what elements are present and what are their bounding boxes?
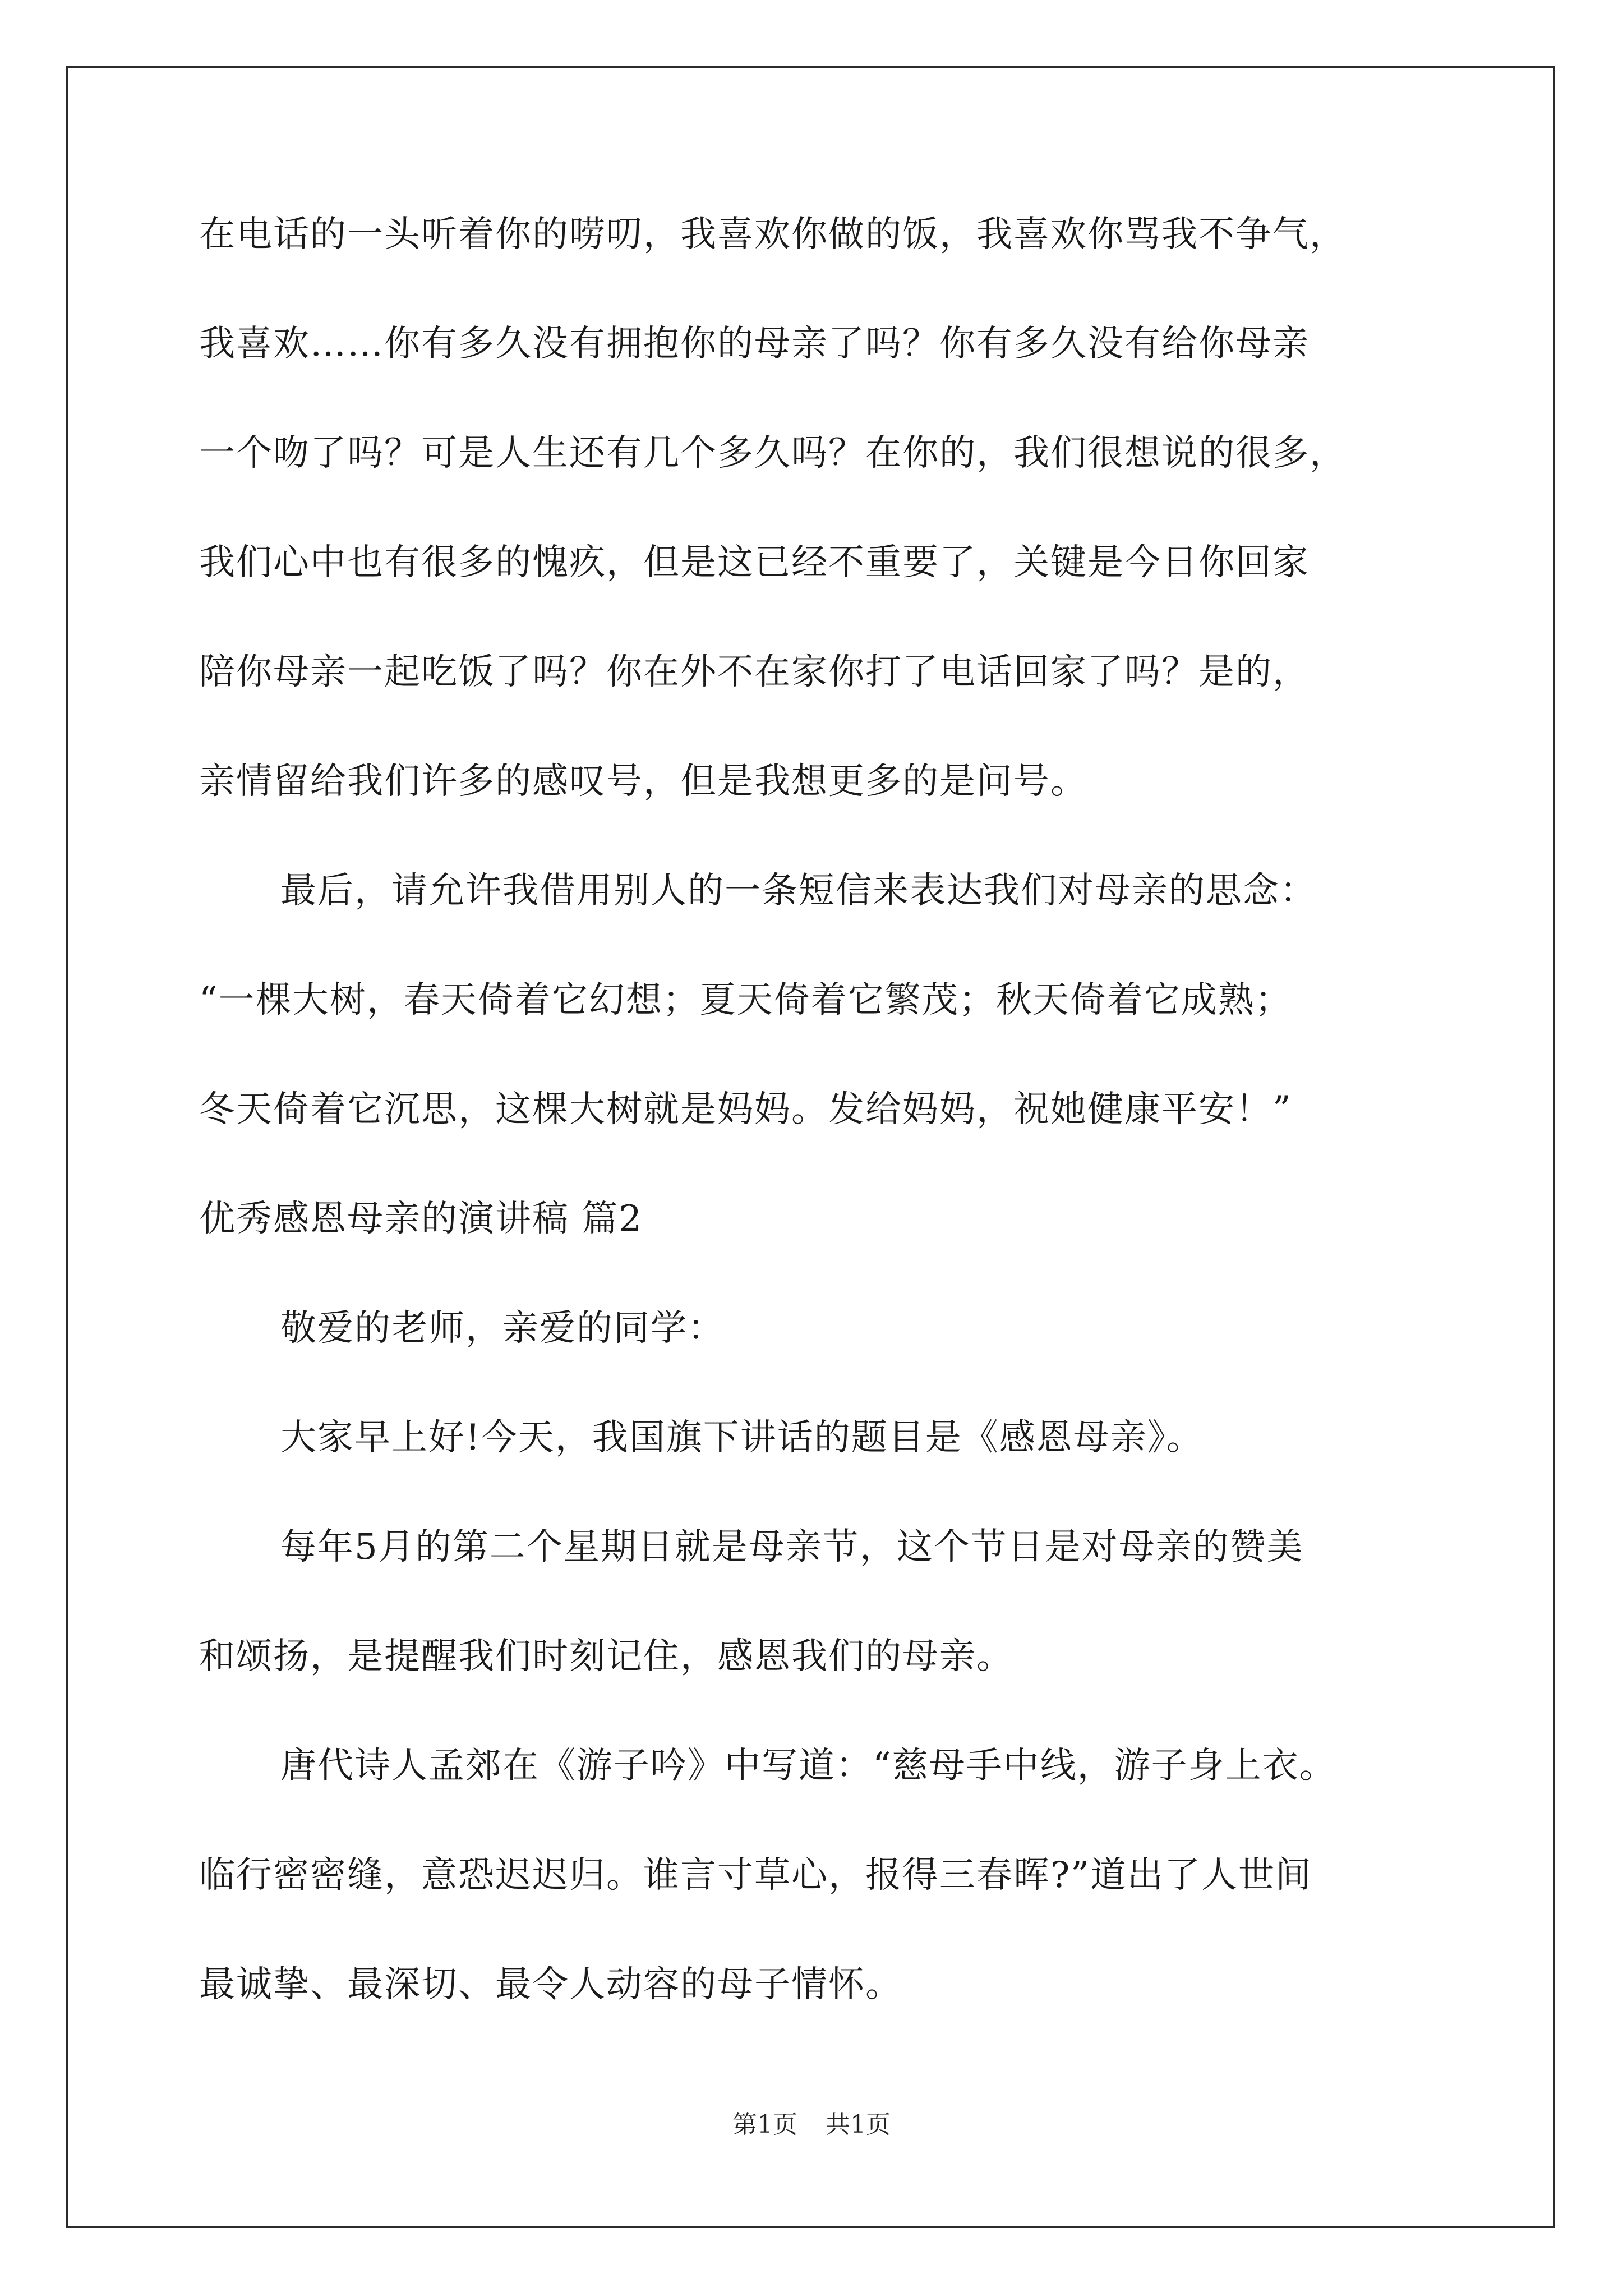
text-line: 我喜欢……你有多久没有拥抱你的母亲了吗？你有多久没有给你母亲 — [199, 323, 1310, 365]
text-line: 最诚挚、最深切、最令人动容的母子情怀。 — [199, 1964, 902, 2005]
page-total: 共1页 — [826, 2110, 891, 2139]
text-line: 大家早上好!今天，我国旗下讲话的题目是《感恩母亲》。 — [280, 1417, 1204, 1458]
text-line: 陪你母亲一起吃饭了吗？你在外不在家你打了电话回家了吗？是的， — [199, 651, 1310, 693]
text-line: “一棵大树，春天倚着它幻想；夏天倚着它繁茂；秋天倚着它成熟； — [199, 979, 1292, 1021]
text-line: 我们心中也有很多的愧疚，但是这已经不重要了，关键是今日你回家 — [199, 542, 1310, 583]
document-body — [199, 206, 1458, 2066]
text-line: 亲情留给我们许多的感叹号，但是我想更多的是问号。 — [199, 761, 1087, 802]
text-line: 临行密密缝，意恐迟迟归。谁言寸草心，报得三春晖?”道出了人世间 — [199, 1855, 1313, 1896]
text-line: 冬天倚着它沉思，这棵大树就是妈妈。发给妈妈，祝她健康平安！” — [199, 1089, 1292, 1130]
page-current: 第1页 — [732, 2110, 797, 2139]
text-line: 每年5月的第二个星期日就是母亲节，这个节日是对母亲的赞美 — [280, 1526, 1304, 1568]
text-line: 最后，请允许我借用别人的一条短信来表达我们对母亲的思念： — [280, 870, 1317, 912]
text-line: 唐代诗人孟郊在《游子吟》中写道：“慈母手中线，游子身上衣。 — [280, 1745, 1336, 1787]
text-line: 一个吻了吗？可是人生还有几个多久吗？在你的，我们很想说的很多， — [199, 432, 1347, 474]
page-footer — [0, 2108, 1623, 2142]
text-line: 和颂扬，是提醒我们时刻记住，感恩我们的母亲。 — [199, 1636, 1013, 1677]
text-line: 在电话的一头听着你的唠叨，我喜欢你做的饭，我喜欢你骂我不争气， — [199, 214, 1347, 255]
section-heading: 优秀感恩母亲的演讲稿 篇2 — [199, 1198, 643, 1240]
text-line: 敬爱的老师，亲爱的同学： — [280, 1308, 725, 1349]
